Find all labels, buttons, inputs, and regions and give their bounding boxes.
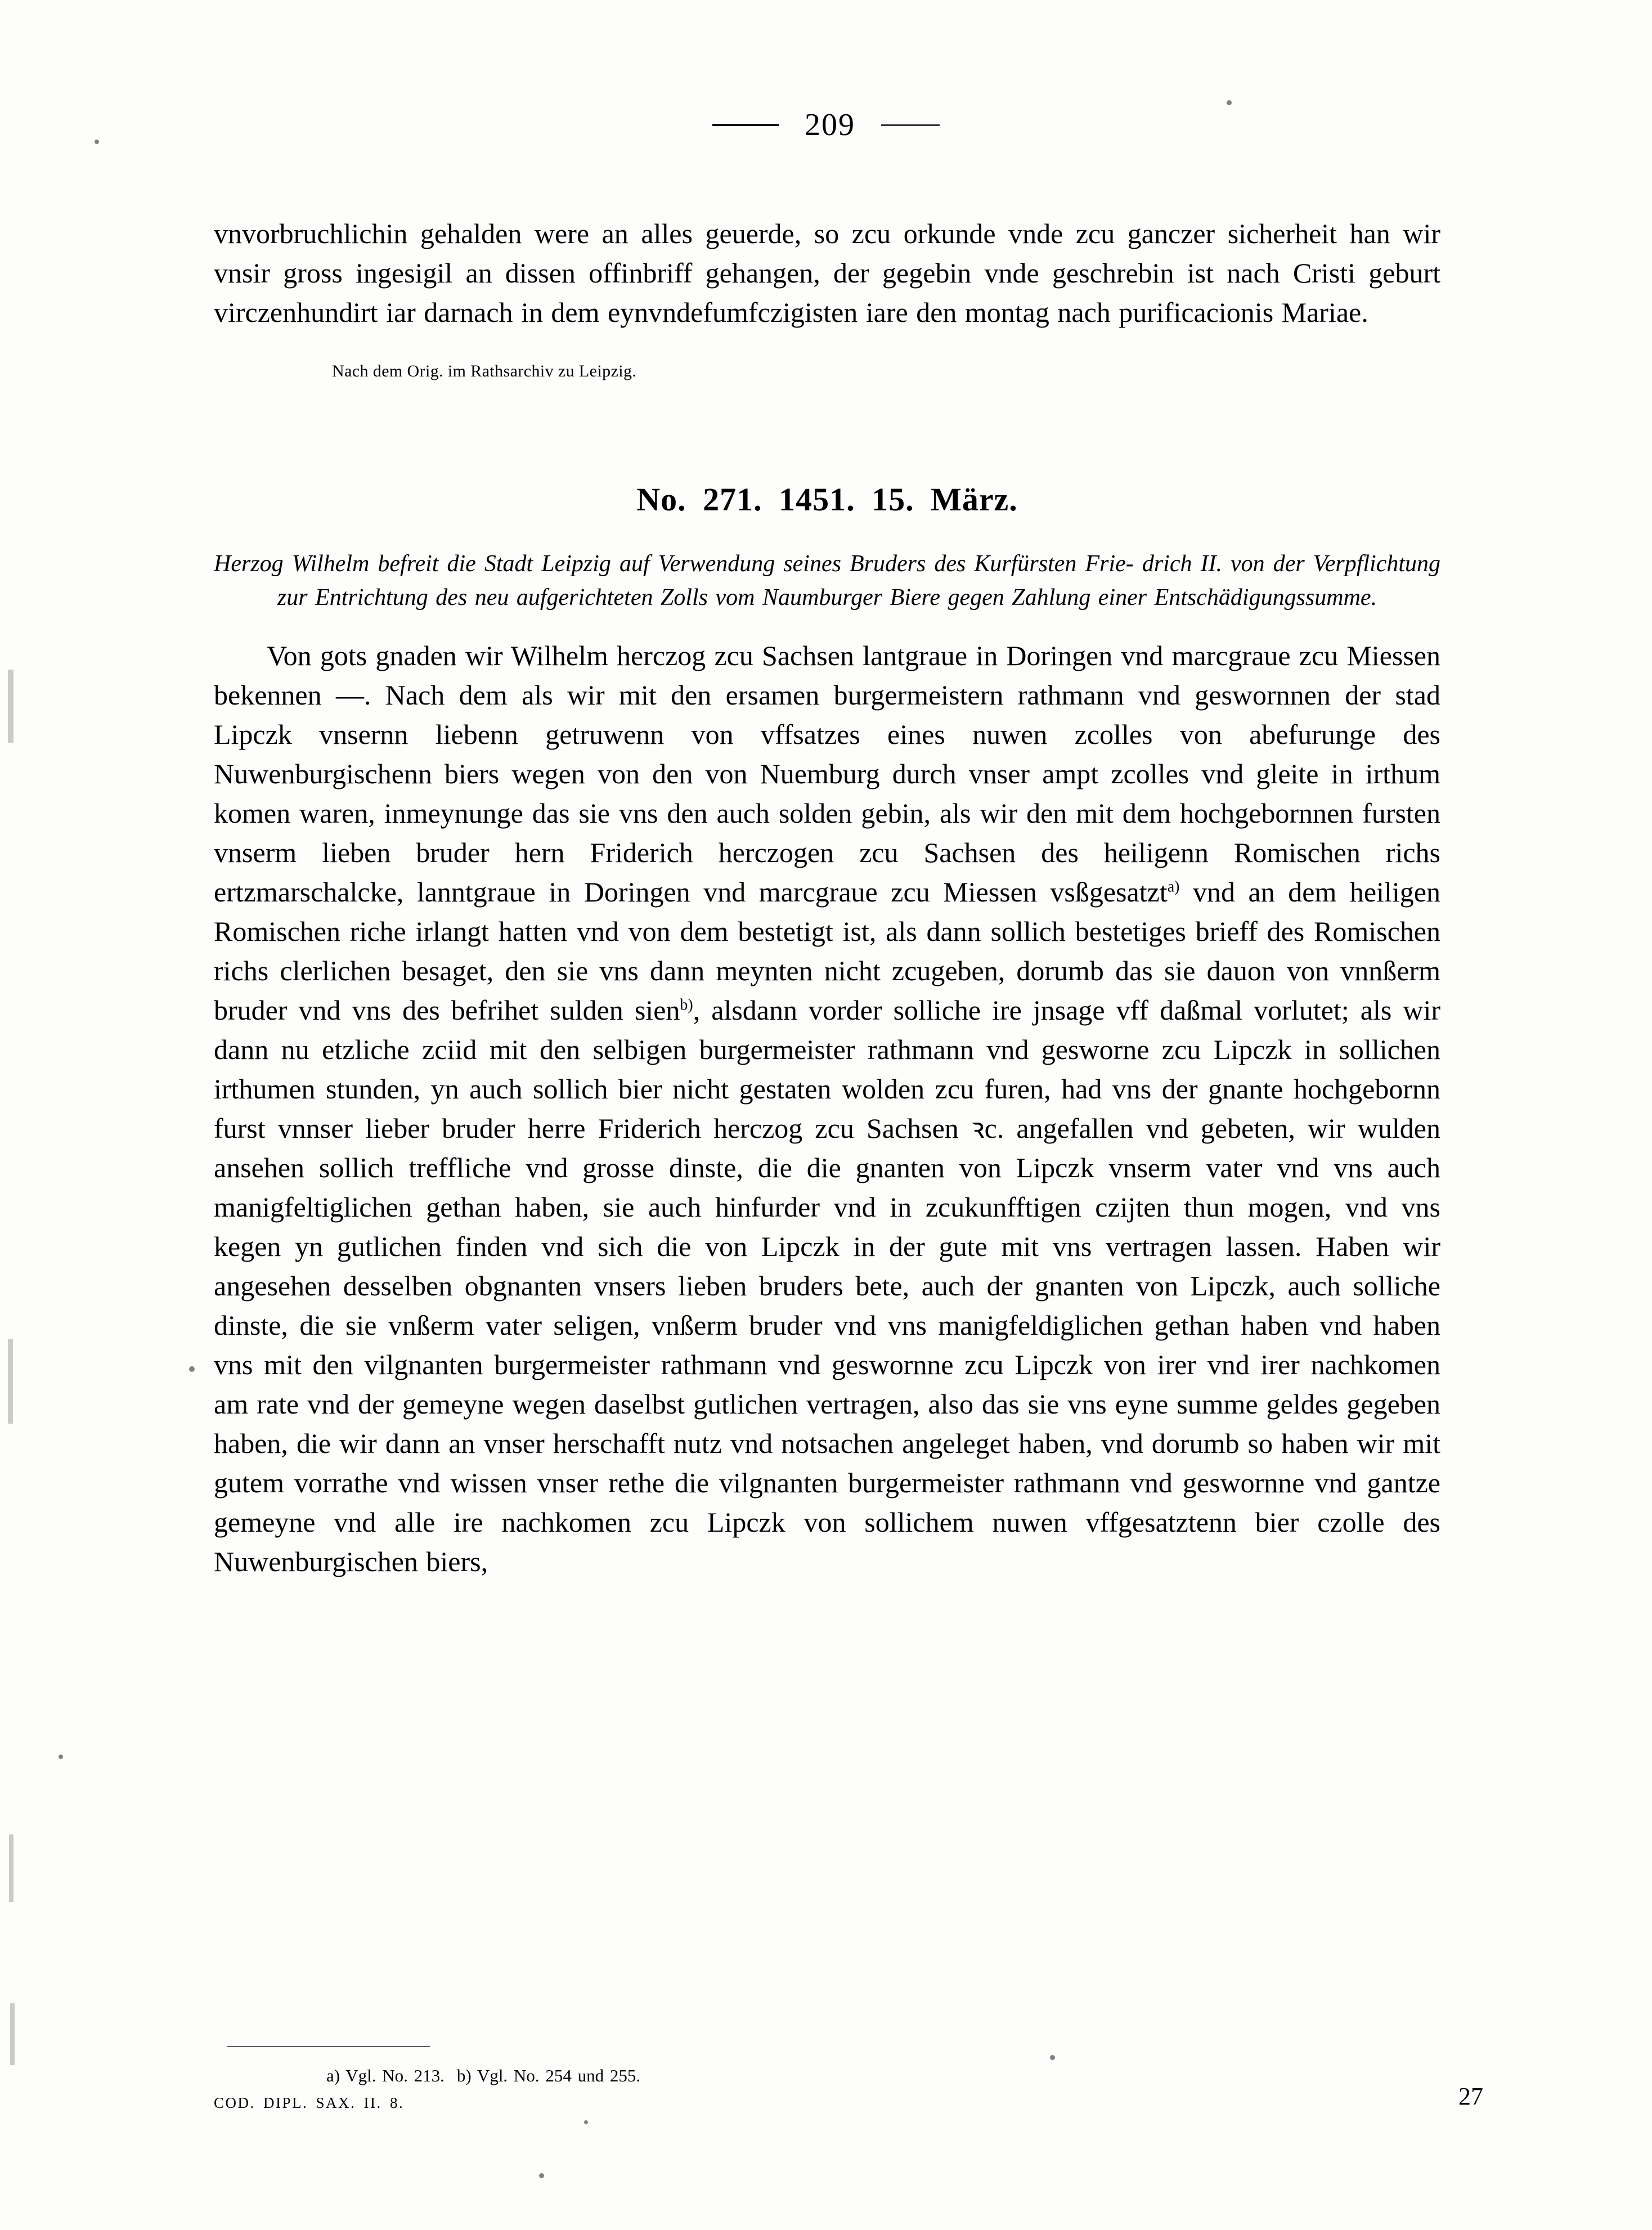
- regest-line-1: Herzog Wilhelm befreit die Stadt Leipzig auf Verwendung seines Bruders des Kurfürsten Frie-: [214, 551, 1134, 577]
- footnote-list: [326, 2064, 1440, 2088]
- charter-body-segment-2: vnd an dem heiligen Romischen riche irlangt hatten vnd von dem bestetigt ist, als dann sollich bestetiges brieff des Romischen richs clerlichen besaget, den sie vns dann meynten nicht zcugeben, dorumb das sie dauon von vnnßerm bruder vnd vns des befrihet sulden sien: [214, 876, 1440, 1026]
- regest-line-2: drich II. von der Verpflichtung zur Entrichtung des neu aufgerichteten Zolls vom Naumburger: [277, 551, 1441, 611]
- charter-body: [214, 636, 1440, 1581]
- header-rule-right: [881, 124, 940, 126]
- scan-speckle: [539, 2173, 544, 2178]
- footnote-marker-b[interactable]: b): [680, 996, 693, 1014]
- charter-heading: No. 271. 1451. 15. März.: [636, 481, 1018, 518]
- folio-number: 209: [805, 107, 855, 142]
- scan-edge-mark: [8, 670, 14, 743]
- scan-edge-mark: [10, 2003, 15, 2065]
- footnote-a: a) Vgl. No. 213.: [326, 2066, 445, 2085]
- source-note: Nach dem Orig. im Rathsarchiv zu Leipzig.: [332, 362, 637, 380]
- scan-speckle: [1227, 100, 1232, 105]
- scan-speckle: [584, 2120, 588, 2124]
- scan-edge-mark: [8, 1339, 13, 1424]
- footnote-marker-a[interactable]: a): [1167, 878, 1180, 896]
- regest-line-3: Biere gegen Zahlung einer Entschädigungssumme.: [890, 585, 1377, 611]
- charter-regest: [214, 547, 1440, 614]
- footnote-area: [214, 2046, 1440, 2112]
- header-rule-left: [712, 124, 779, 126]
- charter-body-segment-1: Von gots gnaden wir Wilhelm herczog zcu Sachsen lantgraue in Doringen vnd marcgraue zcu Miessen bekennen —. Nach dem als wir mit den ersamen burgermeistern rathmann vnd geswornnen der stad Lipczk vnsernn liebenn getruwenn von vffsatzes eines nuwen zcolles von abefurunge des Nuwenburgischenn biers wegen von den von Nuemburg durch vnser ampt zcolles vnd gleite in irthum komen waren, inmeynunge das sie vns den auch solden gebin, als wir den mit dem hochgebornnen fursten vnserm lieben bruder hern Friderich herczogen zcu Sachsen des heiligenn Romischen richs ertzmarschalcke, lanntgraue in Doringen vnd marcgraue zcu Miessen vsßgesatzt: [214, 640, 1440, 908]
- scan-edge-mark: [9, 1834, 14, 1902]
- footnote-b: b) Vgl. No. 254 und 255.: [456, 2066, 641, 2085]
- scan-speckle: [59, 1755, 63, 1759]
- type-block: [214, 186, 1440, 1609]
- continued-charter-paragraph: vnvorbruchlichin gehalden were an alles geuerde, so zcu orkunde vnde zcu ganczer sicherheit han wir vnsir gross ingesigil an dissen offinbriff gehangen, der gegebin vnde geschrebin ist nach Cristi geburt virczenhundirt iar darnach in dem eynvndefumfczigisten iare den montag nach purificacionis Mariae.: [214, 218, 1440, 328]
- running-head: [0, 107, 1652, 143]
- scan-speckle: [189, 1366, 195, 1372]
- charter-body-segment-3: , alsdann vorder solliche ire jnsage vff daßmal vorlutet; als wir dann nu etzliche zciid mit den selbigen burgermeister rathmann vnd gesworne zcu Lipczk in sollichen irthumen stunden, yn auch sollich bier nicht gestaten wolden zcu furen, had vns der gnante hochgebornn furst vnnser lieber bruder herre Friderich herczog zcu Sachsen ꝛc. angefallen vnd gebeten, wir wulden ansehen sollich treffliche vnd grosse dinste, die die gnanten von Lipczk vnserm vater vnd vns auch manigfeltiglichen gethan haben, sie auch hinfurder vnd in zcukunfftigen czijten thun mogen, vnd vns kegen yn gutlichen finden vnd sich die von Lipczk in der gute mit vns vertragen lassen. Haben wir angesehen desselben obgnanten vnsers lieben bruders bete, auch der gnanten von Lipczk, auch solliche dinste, die sie vnßerm vater seligen, vnßerm bruder vnd vns manigfeldiglichen gethan haben vnd haben vns mit den vilgnanten burgermeister rathmann vnd geswornne zcu Lipczk von irer vnd irer nachkomen am rate vnd der gemeyne wegen daselbst gutlichen vertragen, also das sie vns eyne summe geldes gegeben haben, die wir dann an vnser herschafft nutz vnd notsachen angeleget haben, vnd dorumb so haben wir mit gutem vorrathe vnd wissen vnser rethe die vilgnanten burgermeister rathmann vnd geswornne vnd gantze gemeyne vnd alle ire nachkomen zcu Lipczk von sollichem nuwen vffgesatztenn bier czolle des Nuwenburgischen biers,: [214, 994, 1440, 1578]
- signature-mark: 27: [1458, 2083, 1483, 2110]
- footnote-rule: [227, 2046, 430, 2047]
- colophon: COD. DIPL. SAX. II. 8.: [214, 2094, 405, 2111]
